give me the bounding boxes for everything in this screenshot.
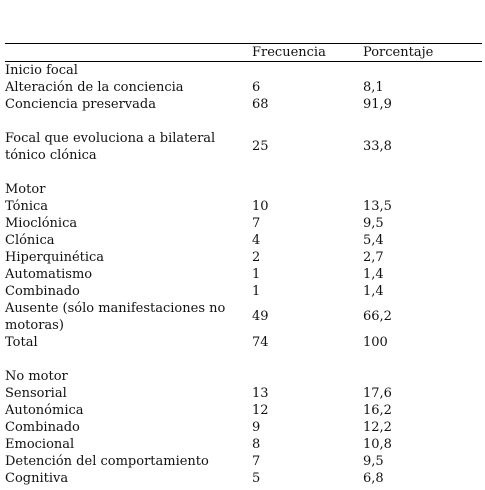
- row-frequency: 1: [252, 267, 261, 282]
- row-label: Alteración de la conciencia: [5, 80, 184, 95]
- header-frequency: Frecuencia: [252, 45, 326, 60]
- row-percentage: 66,2: [363, 309, 392, 324]
- row-label: Combinado: [5, 420, 80, 435]
- row-label: Conciencia preservada: [5, 97, 156, 112]
- row-label: Sensorial: [5, 386, 67, 401]
- row-frequency: 12: [252, 403, 269, 418]
- table-row: [5, 79, 482, 96]
- row-label: Motor: [5, 182, 46, 197]
- row-label: Focal que evoluciona a bilateral tónico clónica: [5, 131, 216, 163]
- row-percentage: 91,9: [363, 97, 392, 112]
- row-frequency: 6: [252, 80, 261, 95]
- row-frequency: 74: [252, 335, 269, 350]
- row-label: Combinado: [5, 284, 80, 299]
- row-frequency: 5: [252, 471, 261, 486]
- row-label: Automatismo: [5, 267, 93, 282]
- table-row: [5, 130, 482, 164]
- row-frequency: 49: [252, 309, 269, 324]
- table-row: [5, 436, 482, 453]
- row-percentage: 13,5: [363, 199, 392, 214]
- row-percentage: 33,8: [363, 139, 392, 154]
- row-frequency: 7: [252, 216, 261, 231]
- table-row: [5, 419, 482, 436]
- table-row: [5, 402, 482, 419]
- row-frequency: 25: [252, 139, 269, 154]
- table-spacer-row: [5, 351, 482, 368]
- table-row: [5, 249, 482, 266]
- table-spacer-row: [5, 164, 482, 181]
- table-row: [5, 181, 482, 198]
- row-percentage: 8,1: [363, 80, 384, 95]
- row-percentage: 10,8: [363, 437, 392, 452]
- row-percentage: 9,5: [363, 216, 384, 231]
- row-frequency: 9: [252, 420, 261, 435]
- frequency-table: [5, 43, 482, 487]
- row-label: Cognitiva: [5, 471, 69, 486]
- table-row: [5, 266, 482, 283]
- row-label: Mioclónica: [5, 216, 78, 231]
- header-percentage: Porcentaje: [363, 45, 434, 60]
- row-percentage: 1,4: [363, 284, 384, 299]
- row-frequency: 7: [252, 454, 261, 469]
- row-percentage: 100: [363, 335, 388, 350]
- table-row: [5, 385, 482, 402]
- table-row: [5, 215, 482, 232]
- row-percentage: 9,5: [363, 454, 384, 469]
- table-row: [5, 368, 482, 385]
- row-percentage: 17,6: [363, 386, 392, 401]
- row-percentage: 6,8: [363, 471, 384, 486]
- row-frequency: 68: [252, 97, 269, 112]
- table-header-row: [5, 44, 482, 62]
- table-spacer-row: [5, 113, 482, 130]
- row-label: Emocional: [5, 437, 75, 452]
- row-label: Clónica: [5, 233, 55, 248]
- row-label: Total: [5, 335, 38, 350]
- table-row: [5, 198, 482, 215]
- row-label: No motor: [5, 369, 68, 384]
- table-row: [5, 96, 482, 113]
- row-percentage: 1,4: [363, 267, 384, 282]
- table-row: [5, 470, 482, 487]
- row-label: Inicio focal: [5, 63, 78, 78]
- row-label: Ausente (sólo manifestaciones no motoras): [5, 301, 226, 333]
- row-label: Hiperquinética: [5, 250, 105, 265]
- row-frequency: 10: [252, 199, 269, 214]
- row-frequency: 2: [252, 250, 261, 265]
- row-label: Tónica: [5, 199, 49, 214]
- row-label: Detención del comportamiento: [5, 454, 209, 469]
- table-row: [5, 283, 482, 300]
- row-percentage: 5,4: [363, 233, 384, 248]
- row-frequency: 13: [252, 386, 269, 401]
- row-frequency: 4: [252, 233, 261, 248]
- table-row: [5, 62, 482, 79]
- table-row: [5, 232, 482, 249]
- row-label: Autonómica: [5, 403, 84, 418]
- table-row: [5, 453, 482, 470]
- row-frequency: 8: [252, 437, 261, 452]
- row-frequency: 1: [252, 284, 261, 299]
- row-percentage: 12,2: [363, 420, 392, 435]
- row-percentage: 16,2: [363, 403, 392, 418]
- table-row: [5, 334, 482, 351]
- row-percentage: 2,7: [363, 250, 384, 265]
- table-row: [5, 300, 482, 334]
